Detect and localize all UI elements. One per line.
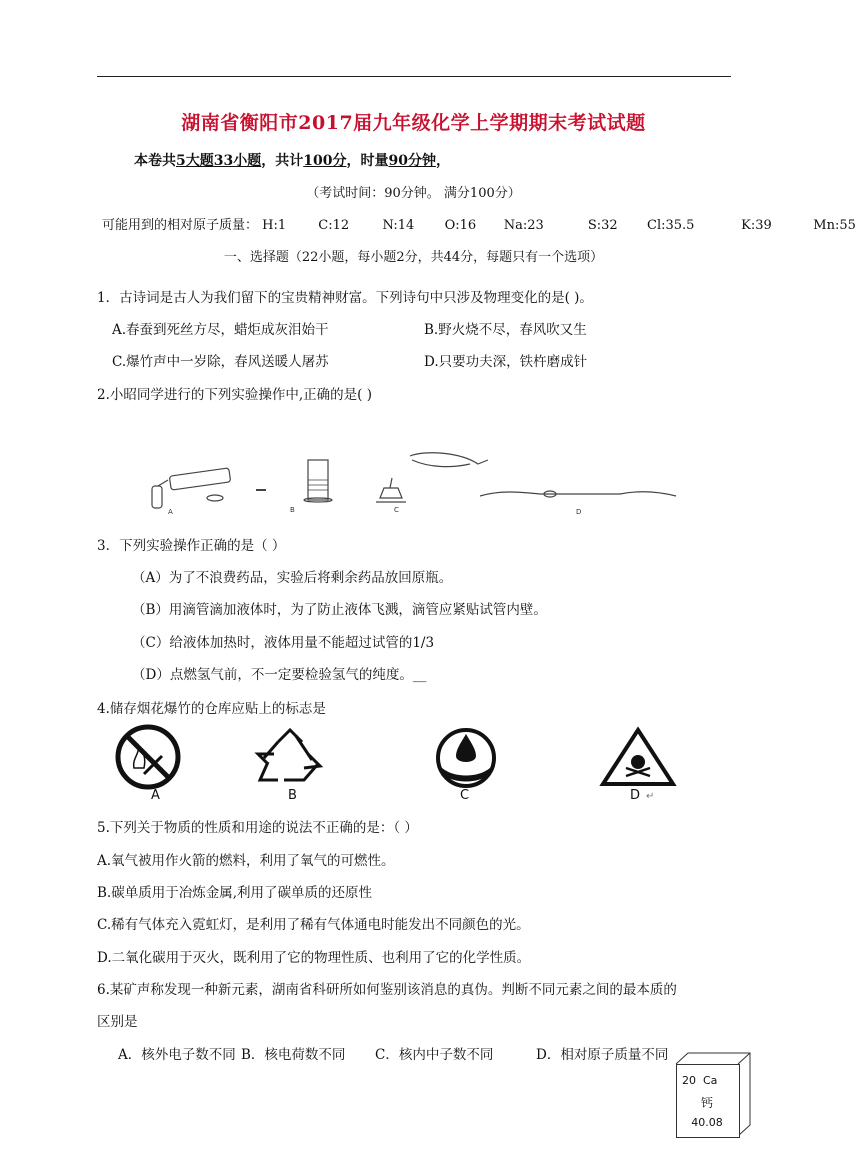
info-questions: 33小题 <box>213 153 262 169</box>
lab-figure-a <box>152 468 231 508</box>
exam-info <box>134 150 450 170</box>
exam-time: （考试时间：90分钟。 满分100分） <box>306 186 521 201</box>
info-text: ， <box>435 153 450 169</box>
q3-option-c: （C）给液体加热时，液体用量不能超过试管的1/3 <box>132 635 435 651</box>
q5-option-d: D.二氧化碳用于灭火，既利用了它的物理性质、也利用了它的化学性质。 <box>97 950 531 966</box>
q4-label-c: C <box>460 788 470 803</box>
atomic-mass-item: H:1 <box>262 218 287 233</box>
q5-option-a: A.氧气被用作火箭的燃料，利用了氧气的可燃性。 <box>97 853 395 869</box>
page-title: 湖南省衡阳市2017届九年级化学上学期期末考试试题 <box>181 112 646 134</box>
atomic-mass-item: C:12 <box>318 218 350 233</box>
q4-signs <box>108 724 688 804</box>
section-title: 一、选择题（22小题，每小题2分，共44分，每题只有一个选项） <box>223 250 604 265</box>
atomic-mass-item: N:14 <box>382 218 415 233</box>
q3-option-a: （A）为了不浪费药品，实验后将剩余药品放回原瓶。 <box>132 570 453 586</box>
q5-option-c: C.稀有气体充入霓虹灯，是利用了稀有气体通电时能发出不同颜色的光。 <box>97 917 530 933</box>
sign-c-drop-icon <box>438 730 494 786</box>
element-mass: 40.08 <box>691 1116 723 1129</box>
element-card <box>676 1052 750 1136</box>
q3-option-b: （B）用滴管滴加液体时，为了防止液体飞溅，滴管应紧贴试管内壁。 <box>132 602 547 618</box>
info-duration: 90分钟 <box>388 153 436 169</box>
q2-label-a: A <box>168 508 173 516</box>
q1-stem: 1．古诗词是古人为我们留下的宝贵精神财富。下列诗句中只涉及物理变化的是( )。 <box>97 290 593 306</box>
element-name: 钙 <box>700 1096 713 1110</box>
info-text: 本卷共 <box>134 153 176 169</box>
q1-option-c: C.爆竹声中一岁除，春风送暖人屠苏 <box>112 354 329 370</box>
q5-stem: 5.下列关于物质的性质和用途的说法不正确的是：（ ） <box>97 820 418 836</box>
element-symbol: Ca <box>703 1074 718 1087</box>
q5-option-b: B.碳单质用于冶炼金属,利用了碳单质的还原性 <box>97 885 373 901</box>
atomic-mass-item: S:32 <box>587 218 618 233</box>
q1-option-a: A.春蚕到死丝方尽，蜡炬成灰泪始干 <box>112 322 329 338</box>
q4-label-d: D <box>630 788 641 803</box>
q2-label-d: D <box>576 508 582 516</box>
q3-stem: 3．下列实验操作正确的是（ ） <box>97 538 286 554</box>
info-text: ，共计 <box>261 153 304 169</box>
q2-label-c: C <box>394 506 399 514</box>
q4-label-b: B <box>288 788 297 803</box>
q1-option-d: D.只要功夫深，铁杵磨成针 <box>424 354 588 370</box>
q4-label-a: A <box>151 788 160 803</box>
q6-option-c: C．核内中子数不同 <box>375 1047 494 1063</box>
lab-figure-d <box>480 491 676 497</box>
atomic-mass-label: 可能用到的相对原子质量： <box>102 218 259 233</box>
q1-option-b: B.野火烧不尽，春风吹又生 <box>424 322 587 338</box>
info-text: ，时量 <box>346 153 389 169</box>
info-sections: 5大题 <box>176 153 214 169</box>
element-number-symbol <box>682 1074 717 1087</box>
header-rule <box>97 76 731 77</box>
element-number: 20 <box>682 1074 696 1087</box>
atomic-mass-item: O:16 <box>444 218 477 233</box>
atomic-mass-item: K:39 <box>741 218 772 233</box>
lab-figure-c <box>376 453 488 502</box>
q6-option-a: A．核外电子数不同 <box>118 1047 236 1063</box>
atomic-mass-item: Na:23 <box>503 218 544 233</box>
atomic-mass-item: Cl:35.5 <box>647 218 695 233</box>
atomic-masses <box>102 214 856 233</box>
q4-stem: 4.储存烟花爆竹的仓库应贴上的标志是 <box>97 701 326 717</box>
sign-d-toxic-icon <box>603 730 673 784</box>
q2-stem: 2.小昭同学进行的下列实验操作中,正确的是( ) <box>97 387 372 403</box>
sign-a-no-fire-icon <box>118 727 178 787</box>
atomic-mass-item: Mn:55 <box>813 218 856 233</box>
q6-option-b: B．核电荷数不同 <box>241 1047 346 1063</box>
q6-stem-line2: 区别是 <box>97 1014 138 1030</box>
q2-label-b: B <box>290 506 295 514</box>
sign-b-recycle-icon <box>258 730 320 780</box>
return-mark: ↵ <box>646 791 655 802</box>
q3-option-d: （D）点燃氢气前，不一定要检验氢气的纯度。__ <box>132 667 427 683</box>
q2-lab-figures <box>140 450 680 520</box>
lab-figure-b <box>256 460 332 502</box>
q6-stem-line1: 6.某矿声称发现一种新元素，湖南省科研所如何鉴别该消息的真伪。判断不同元素之间的最本质的 <box>97 982 677 998</box>
info-score: 100分 <box>303 153 347 169</box>
q6-option-d: D．相对原子质量不同 <box>536 1047 669 1063</box>
